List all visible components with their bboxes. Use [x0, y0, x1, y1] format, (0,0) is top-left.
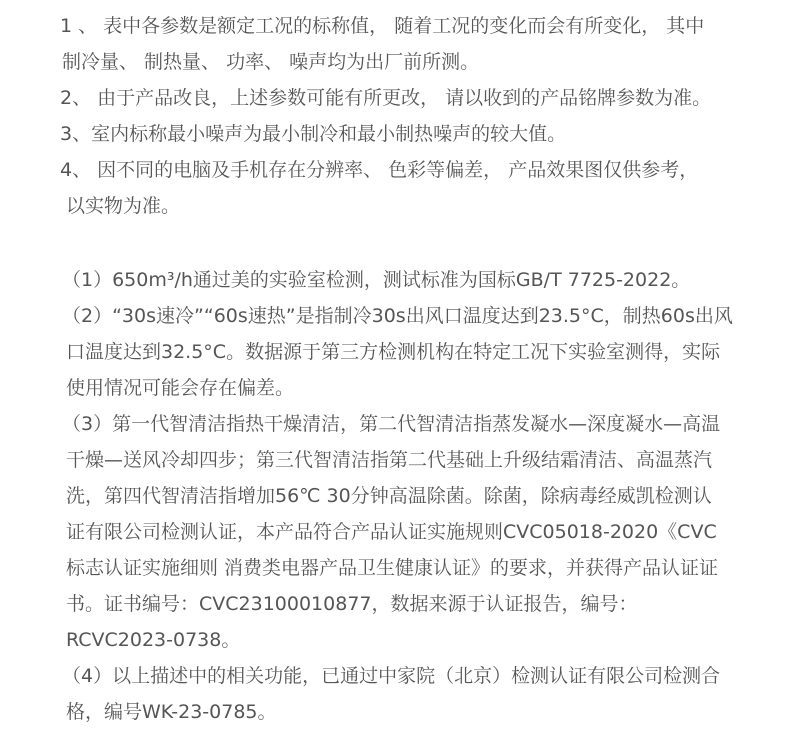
footnote-line-4: 使用情况可能会存在偏差。: [66, 377, 295, 399]
footnote-line-6: 干燥—送风冷却四步；第三代智清洁指第二代基础上升级结霜清洁、高温蒸汽: [66, 449, 713, 471]
note-line-5: 4、 因不同的电脑及手机存在分辨率、 色彩等偏差， 产品效果图仅供参考，: [60, 159, 699, 181]
footnote-line-10: 书。证书编号：CVC23100010877，数据来源于认证报告，编号：: [66, 593, 638, 615]
footnote-line-13: 格，编号WK-23-0785。: [66, 701, 277, 723]
spec-notes: [60, 8, 760, 224]
note-line-3: 2、 由于产品改良，上述参数可能有所更改， 请以收到的产品铭牌参数为准。: [60, 87, 712, 109]
note-line-2: 制冷量、 制热量、 功率、 噪声均为出厂前所测。: [62, 51, 480, 73]
footnote-line-9: 标志认证实施细则 消费类电器产品卫生健康认证》的要求，并获得产品认证证: [66, 557, 719, 579]
footnote-line-2: （2）“30s速冷”“60s速热”是指制冷30s出风口温度达到23.5°C，制热60s出风: [62, 305, 733, 327]
footnote-line-1: （1）650m³/h通过美的实验室检测，测试标准为国标GB/T 7725-2022。: [62, 269, 691, 291]
footnote-line-11: RCVC2023-0738。: [66, 629, 241, 651]
note-line-4: 3、室内标称最小噪声为最小制冷和最小制热噪声的较大值。: [60, 123, 567, 145]
footnotes: [62, 262, 772, 730]
note-line-1: 1 、 表中各参数是额定工况的标称值， 随着工况的变化而会有所变化， 其中: [60, 15, 705, 37]
footnote-line-8: 证有限公司检测认证，本产品符合产品认证实施规则CVC05018-2020《CVC: [66, 521, 717, 543]
footnote-line-5: （3）第一代智清洁指热干燥清洁，第二代智清洁指蒸发凝水—深度凝水—高温: [62, 413, 721, 435]
footnote-line-12: （4）以上描述中的相关功能，已通过中家院（北京）检测认证有限公司检测合: [62, 665, 721, 687]
note-line-6: 以实物为准。: [60, 195, 181, 217]
footnote-line-3: 口温度达到32.5°C。数据源于第三方检测机构在特定工况下实验室测得，实际: [66, 341, 721, 363]
footnote-line-7: 洗，第四代智清洁指增加56℃ 30分钟高温除菌。除菌，除病毒经威凯检测认: [66, 485, 712, 507]
